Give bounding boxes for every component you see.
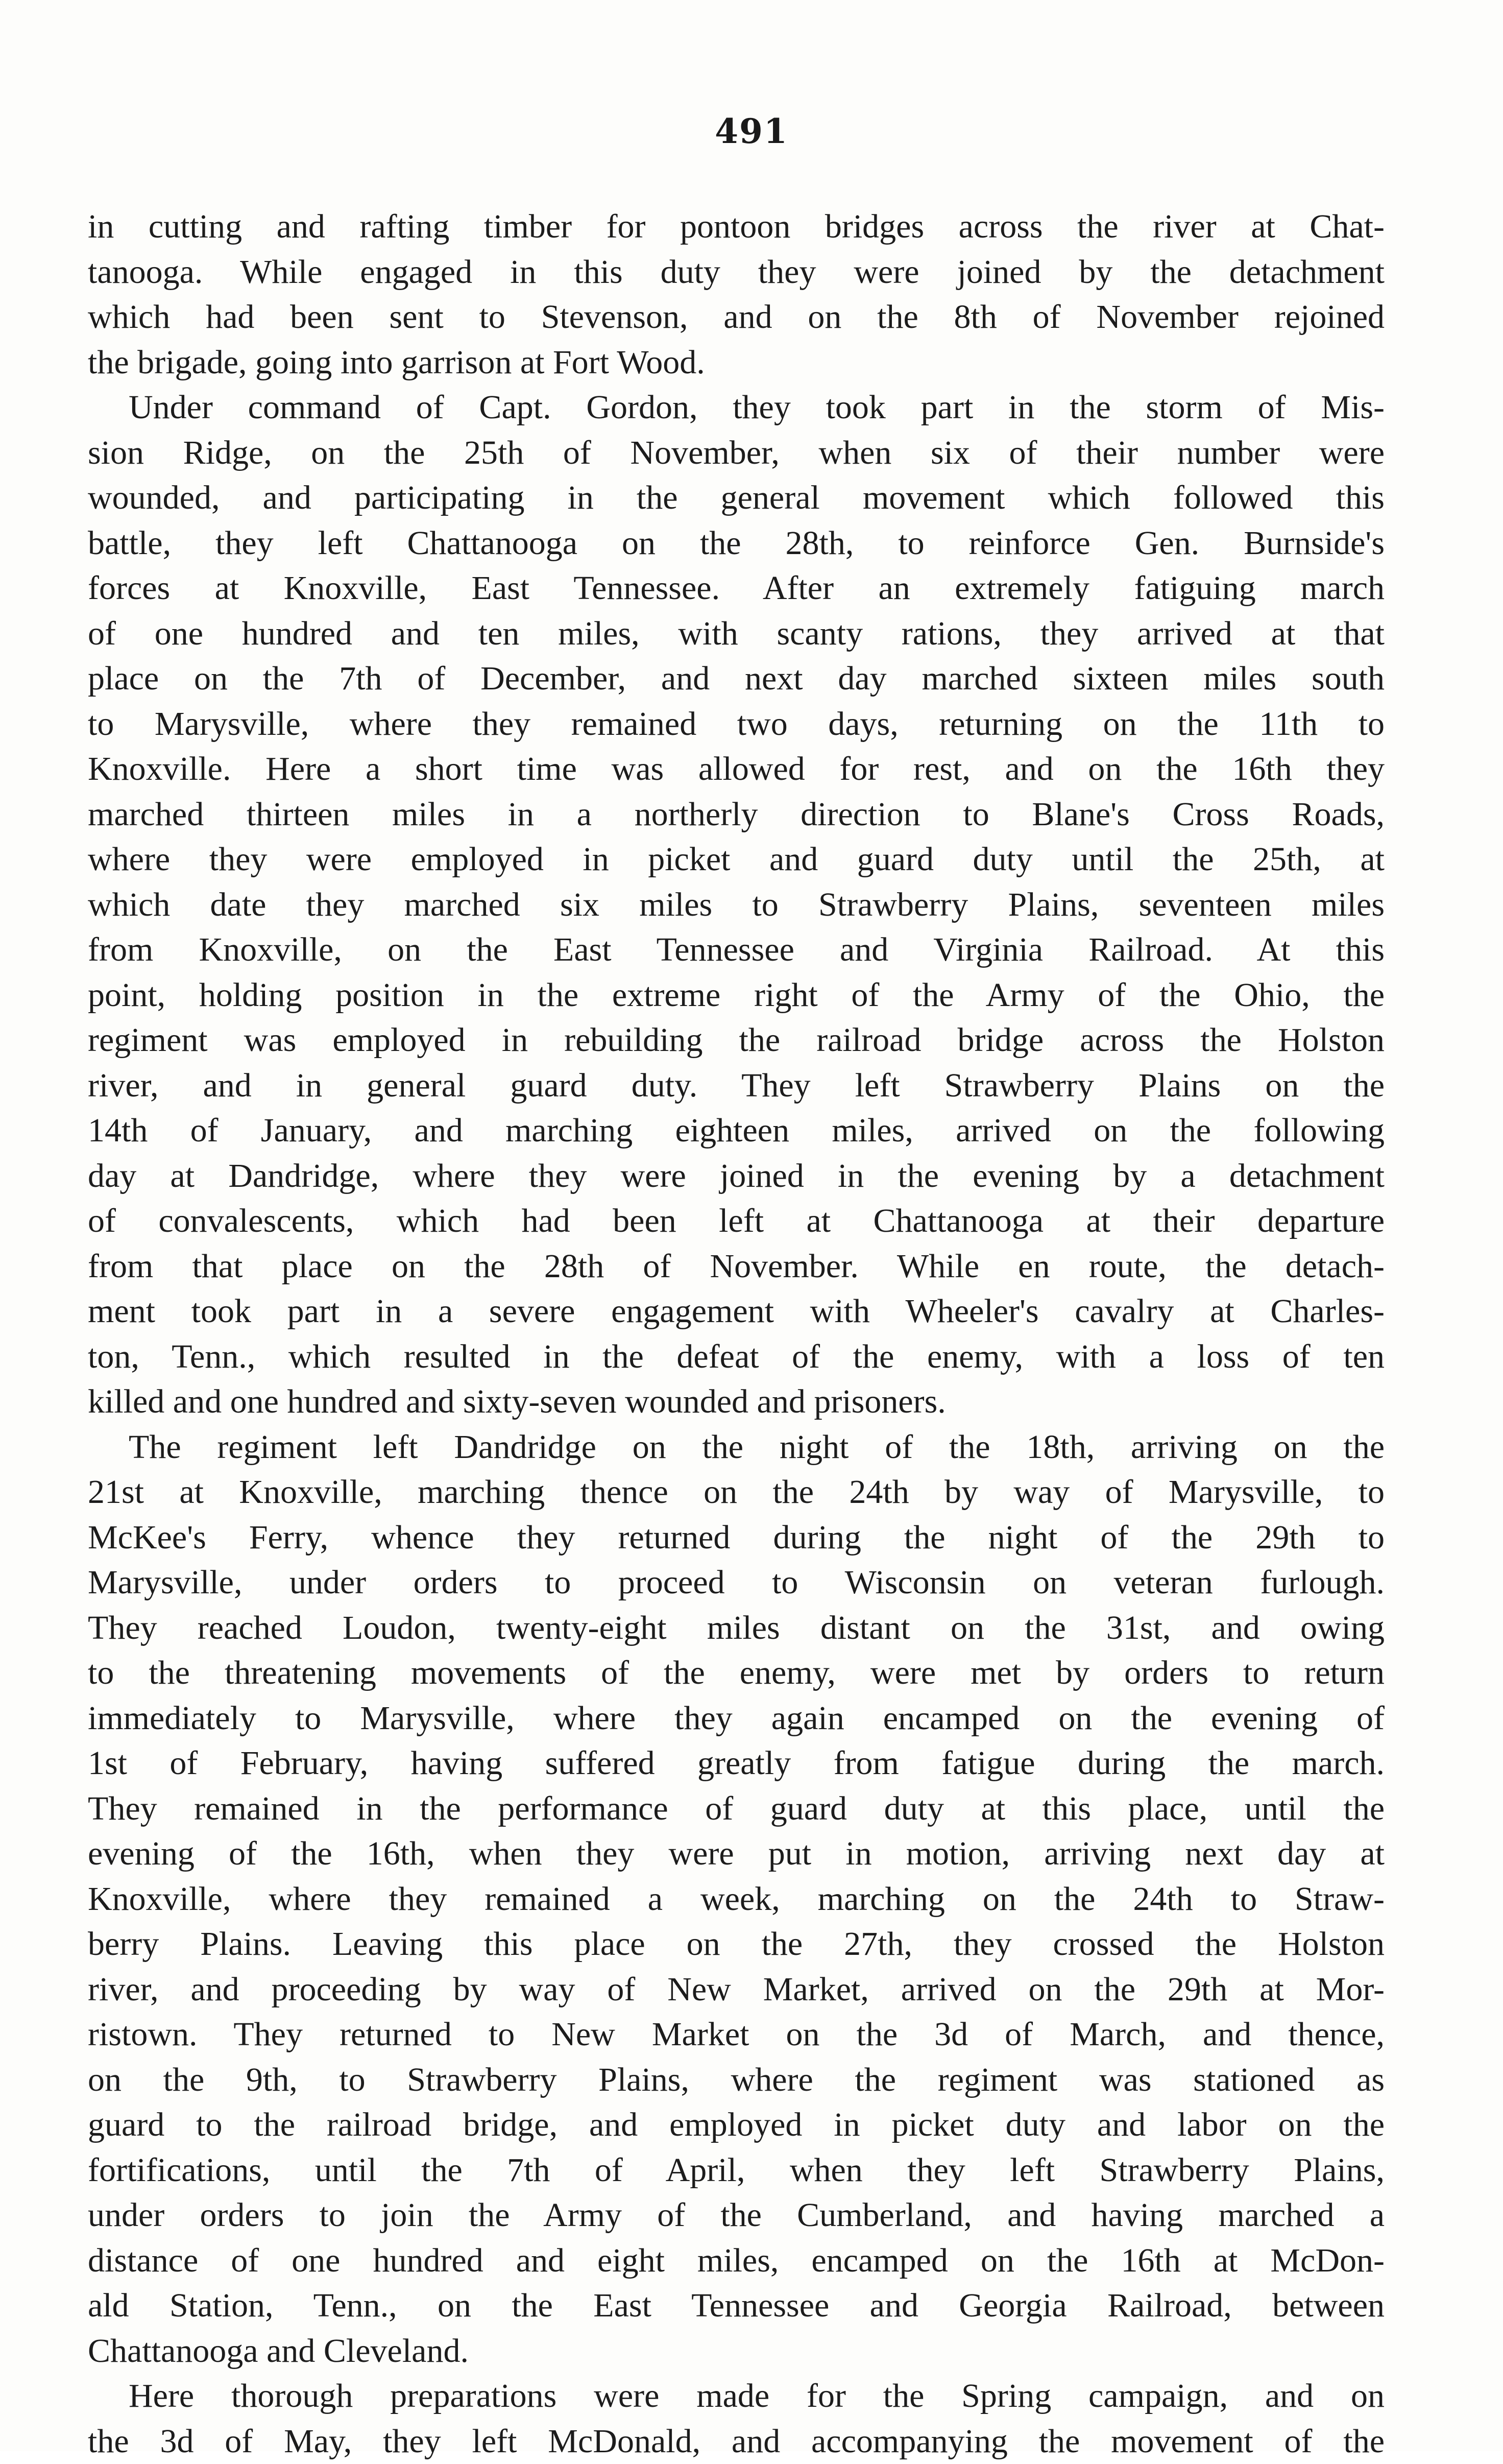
text-line: tanooga. While engaged in this duty they were joined by the detachment — [88, 250, 1385, 295]
text-line: the 3d of May, they left McDonald, and accompanying the movement of the — [88, 2419, 1385, 2464]
text-line: under orders to join the Army of the Cumberland, and having marched a — [88, 2193, 1385, 2238]
text-line: which date they marched six miles to Strawberry Plains, seventeen miles — [88, 882, 1385, 928]
text-line: to Marysville, where they remained two days, returning on the 11th to — [88, 702, 1385, 747]
text-line: They remained in the performance of guard duty at this place, until the — [88, 1786, 1385, 1832]
text-line: forces at Knoxville, East Tennessee. After an extremely fatiguing march — [88, 566, 1385, 611]
text-line: 1st of February, having suffered greatly from fatigue during the march. — [88, 1741, 1385, 1786]
text-line: from that place on the 28th of November. While en route, the detach- — [88, 1244, 1385, 1289]
text-line: They reached Loudon, twenty-eight miles distant on the 31st, and owing — [88, 1606, 1385, 1651]
text-line: place on the 7th of December, and next day marched sixteen miles south — [88, 656, 1385, 702]
text-line: evening of the 16th, when they were put in motion, arriving next day at — [88, 1831, 1385, 1877]
text-line: guard to the railroad bridge, and employed in picket duty and labor on the — [88, 2102, 1385, 2148]
text-line: the brigade, going into garrison at Fort Wood. — [88, 340, 1385, 386]
text-line: which had been sent to Stevenson, and on the 8th of November rejoined — [88, 295, 1385, 340]
text-line: sion Ridge, on the 25th of November, when six of their number were — [88, 430, 1385, 476]
text-line: wounded, and participating in the general movement which followed this — [88, 475, 1385, 521]
text-line: of one hundred and ten miles, with scanty rations, they arrived at that — [88, 611, 1385, 657]
text-line: ment took part in a severe engagement with Wheeler's cavalry at Charles- — [88, 1289, 1385, 1334]
text-line: in cutting and rafting timber for pontoon bridges across the river at Chat- — [88, 204, 1385, 250]
text-line: McKee's Ferry, whence they returned during the night of the 29th to — [88, 1515, 1385, 1561]
body-text — [88, 204, 1385, 2464]
text-line: ald Station, Tenn., on the East Tennessee and Georgia Railroad, between — [88, 2283, 1385, 2329]
text-line: 14th of January, and marching eighteen miles, arrived on the following — [88, 1108, 1385, 1154]
text-line: regiment was employed in rebuilding the railroad bridge across the Holston — [88, 1018, 1385, 1063]
text-line: fortifications, until the 7th of April, when they left Strawberry Plains, — [88, 2148, 1385, 2193]
text-line: ton, Tenn., which resulted in the defeat of the enemy, with a loss of ten — [88, 1334, 1385, 1380]
text-line: Marysville, under orders to proceed to Wisconsin on veteran furlough. — [88, 1560, 1385, 1606]
text-line: river, and proceeding by way of New Market, arrived on the 29th at Mor- — [88, 1967, 1385, 2013]
text-line: distance of one hundred and eight miles, encamped on the 16th at McDon- — [88, 2238, 1385, 2284]
page-number: 491 — [0, 111, 1503, 151]
text-line: ristown. They returned to New Market on the 3d of March, and thence, — [88, 2012, 1385, 2058]
text-line: where they were employed in picket and guard duty until the 25th, at — [88, 837, 1385, 882]
text-line: killed and one hundred and sixty-seven wounded and prisoners. — [88, 1379, 1385, 1425]
text-line: immediately to Marysville, where they again encamped on the evening of — [88, 1696, 1385, 1741]
paragraph-start-line: The regiment left Dandridge on the night of the 18th, arriving on the — [88, 1425, 1385, 1470]
text-line: of convalescents, which had been left at Chattanooga at their departure — [88, 1199, 1385, 1244]
text-line: battle, they left Chattanooga on the 28th, to reinforce Gen. Burnside's — [88, 521, 1385, 566]
text-line: 21st at Knoxville, marching thence on the 24th by way of Marysville, to — [88, 1470, 1385, 1515]
text-line: day at Dandridge, where they were joined in the evening by a detachment — [88, 1154, 1385, 1199]
paragraph-start-line: Here thorough preparations were made for the Spring campaign, and on — [88, 2374, 1385, 2419]
text-line: marched thirteen miles in a northerly direction to Blane's Cross Roads, — [88, 792, 1385, 838]
text-line: berry Plains. Leaving this place on the 27th, they crossed the Holston — [88, 1922, 1385, 1967]
text-line: on the 9th, to Strawberry Plains, where the regiment was stationed as — [88, 2058, 1385, 2103]
text-line: Chattanooga and Cleveland. — [88, 2329, 1385, 2374]
paragraph-start-line: Under command of Capt. Gordon, they took part in the storm of Mis- — [88, 385, 1385, 430]
text-line: Knoxville. Here a short time was allowed for rest, and on the 16th they — [88, 747, 1385, 792]
text-line: point, holding position in the extreme right of the Army of the Ohio, the — [88, 973, 1385, 1018]
text-line: to the threatening movements of the enemy, were met by orders to return — [88, 1650, 1385, 1696]
text-line: Knoxville, where they remained a week, marching on the 24th to Straw- — [88, 1877, 1385, 1922]
text-line: from Knoxville, on the East Tennessee and Virginia Railroad. At this — [88, 927, 1385, 973]
text-line: river, and in general guard duty. They left Strawberry Plains on the — [88, 1063, 1385, 1109]
